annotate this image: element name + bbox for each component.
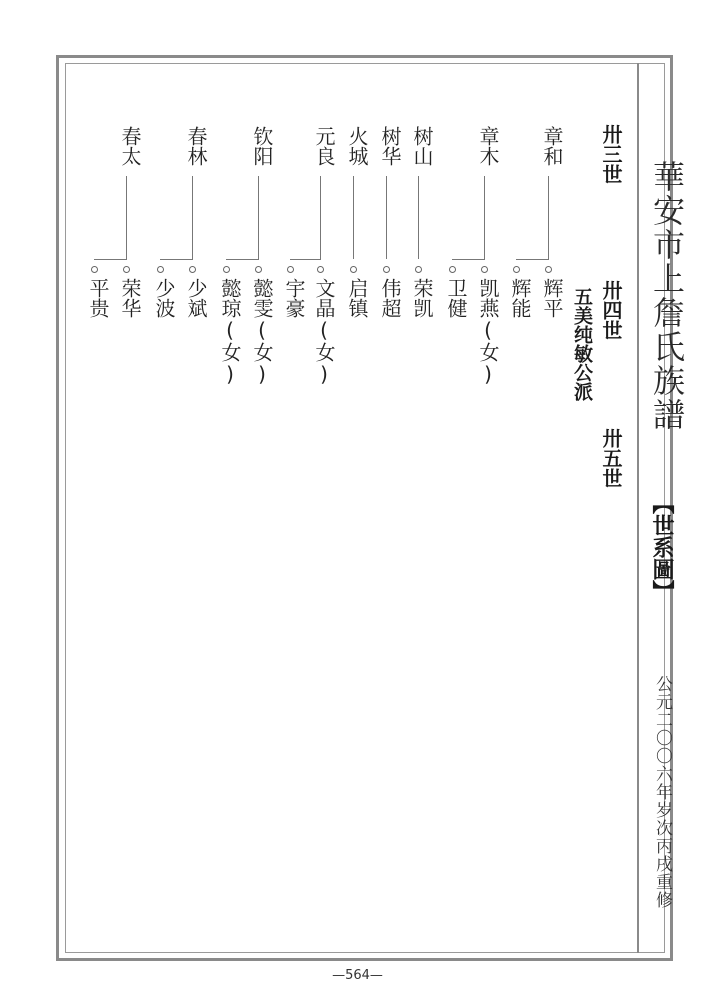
tree-connector (353, 176, 354, 259)
child-name: 伟超 (378, 278, 402, 318)
generation-marker-circle (317, 266, 324, 273)
generation-marker-circle (255, 266, 262, 273)
page-inner-frame (65, 63, 665, 953)
generation-marker-circle (449, 266, 456, 273)
child-name: 荣凯 (410, 278, 434, 318)
child-name: 懿雯(女) (250, 278, 274, 386)
generation-marker-circle (287, 266, 294, 273)
tree-connector (226, 259, 259, 260)
generation-marker-circle (415, 266, 422, 273)
child-name: 平贵 (86, 278, 110, 318)
child-name: 卫健 (444, 278, 468, 318)
revision-date: 公元二〇〇六年岁次丙戌重修 (652, 675, 672, 909)
tree-connector (548, 176, 549, 259)
tree-connector (320, 176, 321, 259)
tree-connector (160, 259, 193, 260)
child-name: 荣华 (118, 278, 142, 318)
child-name: 懿琼(女) (218, 278, 242, 386)
generation-marker-circle (383, 266, 390, 273)
generation-marker-circle (123, 266, 130, 273)
tree-connector (94, 259, 127, 260)
tree-connector (126, 176, 127, 259)
branch-label: 五美纯敏公派 (571, 287, 593, 401)
child-name: 文晶(女) (312, 278, 336, 386)
parent-name: 元良 (312, 126, 336, 166)
generation-marker-circle (481, 266, 488, 273)
tree-connector (290, 259, 321, 260)
page-number: —564— (332, 968, 383, 983)
tree-connector (484, 176, 485, 259)
parent-name: 钦阳 (250, 126, 274, 166)
child-name: 辉能 (508, 278, 532, 318)
generation-marker-circle (157, 266, 164, 273)
tree-connector (516, 259, 549, 260)
generation-label-34: 卅四世 (599, 280, 623, 340)
genealogy-book-title: 華安市上詹氏族譜 (648, 160, 686, 432)
parent-name: 章木 (476, 126, 500, 166)
child-name: 少斌 (184, 278, 208, 318)
side-column-divider (637, 63, 639, 953)
child-name: 少波 (152, 278, 176, 318)
parent-name: 春太 (118, 126, 142, 166)
tree-connector (192, 176, 193, 259)
generation-marker-circle (350, 266, 357, 273)
tree-connector (386, 176, 387, 259)
generation-marker-circle (91, 266, 98, 273)
generation-marker-circle (513, 266, 520, 273)
parent-name: 树山 (410, 126, 434, 166)
tree-connector (418, 176, 419, 259)
generation-marker-circle (189, 266, 196, 273)
child-name: 凯燕(女) (476, 278, 500, 386)
generation-label-33: 卅三世 (599, 124, 623, 184)
section-title: 【世系圖】 (649, 492, 674, 602)
tree-connector (452, 259, 485, 260)
parent-name: 春林 (184, 126, 208, 166)
parent-name: 章和 (540, 126, 564, 166)
child-name: 宇豪 (282, 278, 306, 318)
child-name: 辉平 (540, 278, 564, 318)
parent-name: 火城 (345, 126, 369, 166)
parent-name: 树华 (378, 126, 402, 166)
generation-label-35: 卅五世 (599, 428, 623, 488)
generation-marker-circle (223, 266, 230, 273)
tree-connector (258, 176, 259, 259)
child-name: 启镇 (345, 278, 369, 318)
generation-marker-circle (545, 266, 552, 273)
